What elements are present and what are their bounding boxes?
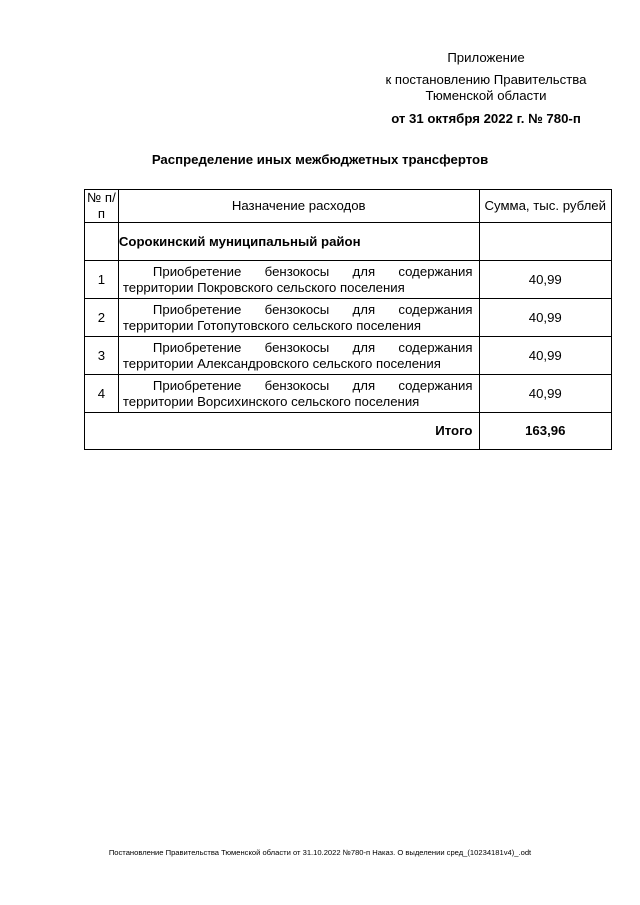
row-purpose: Приобретение бензокосы для содержания территории Ворсихинского сельского поселения xyxy=(118,375,479,413)
column-header-num: № п/п xyxy=(85,190,119,223)
table-header-row xyxy=(85,190,612,223)
appendix-label: Приложение xyxy=(447,50,525,65)
column-header-sum: Сумма, тыс. рублей xyxy=(479,190,612,223)
row-purpose: Приобретение бензокосы для содержания территории Покровского сельского поселения xyxy=(118,261,479,299)
decree-date-number: от 31 октября 2022 г. № 780-п xyxy=(391,111,581,126)
table-row xyxy=(85,261,612,299)
row-purpose: Приобретение бензокосы для содержания территории Готопутовского сельского поселения xyxy=(118,299,479,337)
row-num: 4 xyxy=(85,375,119,413)
row-sum: 40,99 xyxy=(479,299,612,337)
row-sum: 40,99 xyxy=(479,375,612,413)
district-row xyxy=(85,223,612,261)
document-title: Распределение иных межбюджетных трансфертов xyxy=(151,152,489,167)
row-num: 2 xyxy=(85,299,119,337)
total-label: Итого xyxy=(85,413,480,450)
table-row xyxy=(85,375,612,413)
decree-reference: к постановлению Правительства Тюменской области xyxy=(385,72,587,103)
appendix-header xyxy=(370,50,602,127)
table-row xyxy=(85,337,612,375)
row-purpose: Приобретение бензокосы для содержания территории Александровского сельского поселения xyxy=(118,337,479,375)
row-num: 3 xyxy=(85,337,119,375)
table-row xyxy=(85,299,612,337)
document-footer: Постановление Правительства Тюменской области от 31.10.2022 №780-п Наказ. О выделении сред_(10234181v4)_.odt xyxy=(108,848,532,857)
total-sum: 163,96 xyxy=(479,413,612,450)
column-header-purpose: Назначение расходов xyxy=(118,190,479,223)
row-num: 1 xyxy=(85,261,119,299)
total-row xyxy=(85,413,612,450)
district-name: Сорокинский муниципальный район xyxy=(118,223,479,261)
row-sum: 40,99 xyxy=(479,337,612,375)
row-sum: 40,99 xyxy=(479,261,612,299)
transfers-table xyxy=(84,189,612,450)
